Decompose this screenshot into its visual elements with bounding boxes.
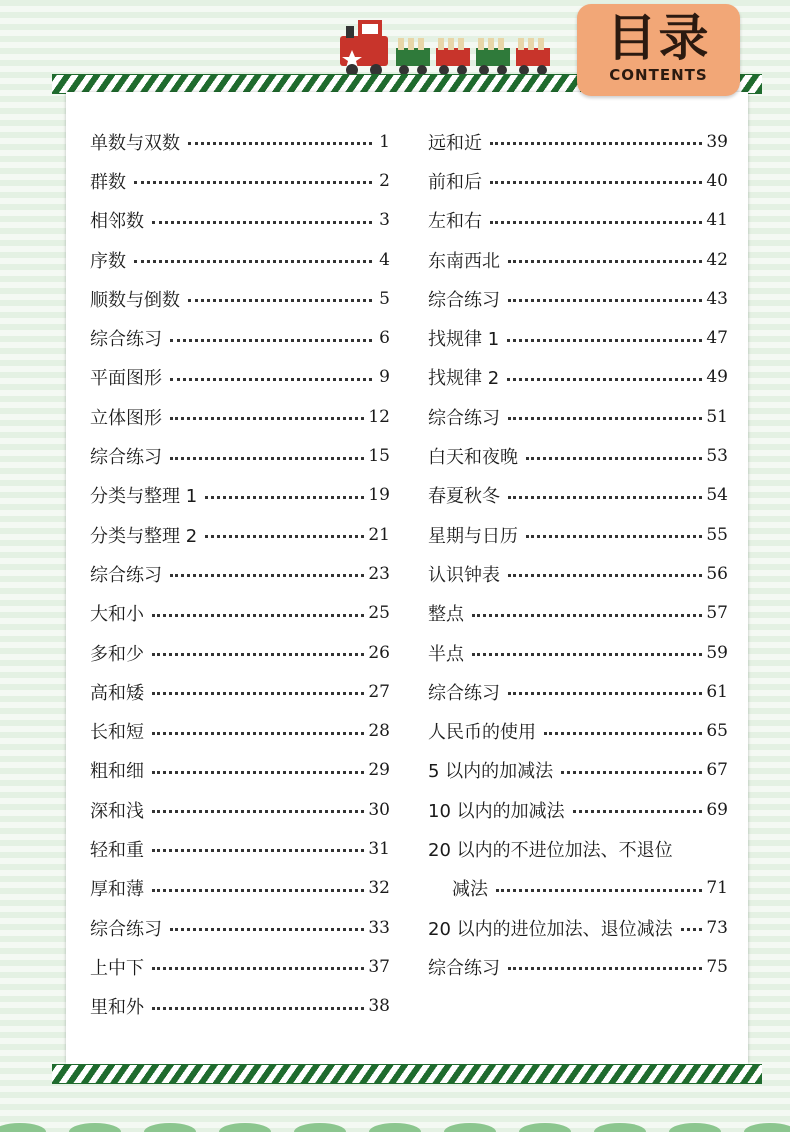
toc-entry[interactable] xyxy=(428,711,728,750)
toc-entry[interactable] xyxy=(90,476,390,515)
toc-leader-dots xyxy=(508,496,702,499)
toc-entry[interactable] xyxy=(90,672,390,711)
toc-entry-title: 高和矮 xyxy=(90,682,144,704)
toc-leader-dots xyxy=(472,653,702,656)
toc-entry-title: 顺数与倒数 xyxy=(90,289,180,311)
toc-entry[interactable] xyxy=(428,751,728,790)
toc-entry[interactable] xyxy=(90,279,390,318)
toc-entry-title: 5 以内的加减法 xyxy=(428,761,554,783)
toc-entry-title: 左和右 xyxy=(428,211,482,233)
toc-leader-dots xyxy=(496,889,702,892)
toc-entry-page: 38 xyxy=(368,996,390,1017)
toc-entry-page: 15 xyxy=(368,446,390,467)
toc-entry-title: 长和短 xyxy=(90,722,144,744)
toc-entry-title: 春夏秋冬 xyxy=(428,486,500,508)
toc-entry-page: 40 xyxy=(706,170,728,191)
toc-entry-page: 67 xyxy=(706,760,728,781)
toc-entry-page: 31 xyxy=(368,838,390,859)
toc-leader-dots xyxy=(507,339,702,342)
toc-entry-title: 粗和细 xyxy=(90,761,144,783)
bottom-wave-decoration xyxy=(0,1118,790,1132)
toc-entry[interactable] xyxy=(90,397,390,436)
toc-entry[interactable] xyxy=(90,436,390,475)
toc-leader-dots xyxy=(152,810,364,813)
toc-leader-dots xyxy=(205,535,364,538)
page-subtitle: CONTENTS xyxy=(609,66,708,84)
toc-entry-page: 12 xyxy=(368,406,390,427)
toc-entry-page: 65 xyxy=(706,721,728,742)
toc-entry-title: 综合练习 xyxy=(90,918,162,940)
toc-entry[interactable] xyxy=(90,751,390,790)
toc-leader-dots xyxy=(152,849,364,852)
toc-entry-page: 29 xyxy=(368,760,390,781)
toc-leader-dots xyxy=(526,535,702,538)
toc-entry-title: 轻和重 xyxy=(90,839,144,861)
toc-entry-title: 厚和薄 xyxy=(90,879,144,901)
toc-entry-title: 20 以内的进位加法、退位减法 xyxy=(428,918,673,940)
toc-entry-page: 47 xyxy=(706,328,728,349)
toc-entry-page: 49 xyxy=(706,367,728,388)
toc-leader-dots xyxy=(681,928,703,931)
toc-entry-title: 综合练习 xyxy=(90,447,162,469)
toc-entry-title: 整点 xyxy=(428,604,464,626)
toc-leader-dots xyxy=(134,260,372,263)
toc-entry[interactable] xyxy=(90,318,390,357)
toc-entry[interactable] xyxy=(428,436,728,475)
toc-entry-page: 59 xyxy=(706,642,728,663)
toc-entry[interactable] xyxy=(428,161,728,200)
toc-entry-page: 54 xyxy=(706,485,728,506)
toc-entry-title: 综合练习 xyxy=(428,407,500,429)
toc-entry-page: 55 xyxy=(706,524,728,545)
toc-leader-dots xyxy=(170,928,364,931)
toc-entry-page: 5 xyxy=(379,288,390,309)
toc-entry[interactable] xyxy=(428,672,728,711)
toc-entry[interactable] xyxy=(428,397,728,436)
toc-entry-page: 1 xyxy=(379,131,390,152)
toc-column-left xyxy=(90,122,390,1026)
toc-entry[interactable] xyxy=(90,358,390,397)
toc-entry[interactable] xyxy=(428,829,728,868)
toc-leader-dots xyxy=(561,771,702,774)
toc-entry-title: 群数 xyxy=(90,171,126,193)
toc-entry-title: 综合练习 xyxy=(428,957,500,979)
toc-entry-title: 找规律 1 xyxy=(428,329,500,351)
toc-entry-page: 6 xyxy=(379,328,390,349)
toc-entry-title: 序数 xyxy=(90,250,126,272)
toc-leader-dots xyxy=(472,614,702,617)
toc-leader-dots xyxy=(152,1007,364,1010)
toc-leader-dots xyxy=(490,221,702,224)
toc-leader-dots xyxy=(152,967,364,970)
toc-leader-dots xyxy=(490,181,702,184)
toc-entry[interactable] xyxy=(90,829,390,868)
toc-entry-title: 星期与日历 xyxy=(428,525,518,547)
toc-leader-dots xyxy=(134,181,372,184)
toc-leader-dots xyxy=(544,732,702,735)
toc-entry[interactable] xyxy=(428,594,728,633)
toc-entry-page: 53 xyxy=(706,446,728,467)
toc-entry-page: 32 xyxy=(368,878,390,899)
toc-leader-dots xyxy=(152,732,364,735)
toc-entry-title: 平面图形 xyxy=(90,368,162,390)
toc-entry[interactable] xyxy=(90,633,390,672)
toc-entry-title: 认识钟表 xyxy=(428,564,500,586)
toc-entry[interactable] xyxy=(428,869,728,908)
toc-entry-title: 大和小 xyxy=(90,604,144,626)
toc-entry[interactable] xyxy=(90,711,390,750)
toc-entry-title: 综合练习 xyxy=(428,682,500,704)
toc-leader-dots xyxy=(508,967,702,970)
toc-leader-dots xyxy=(152,692,364,695)
toc-entry[interactable] xyxy=(90,554,390,593)
toc-entry-page: 61 xyxy=(706,681,728,702)
toc-entry-title: 远和近 xyxy=(428,132,482,154)
toc-entry-title: 白天和夜晚 xyxy=(428,447,518,469)
toc-entry[interactable] xyxy=(90,790,390,829)
toc-leader-dots xyxy=(170,574,364,577)
toc-leader-dots xyxy=(152,771,364,774)
toc-entry[interactable] xyxy=(90,594,390,633)
toc-entry[interactable] xyxy=(428,201,728,240)
toc-entry[interactable] xyxy=(90,908,390,947)
toc-entry-page: 27 xyxy=(368,681,390,702)
toc-entry[interactable] xyxy=(428,947,728,986)
toc-entry-title: 分类与整理 2 xyxy=(90,525,198,547)
toc-leader-dots xyxy=(508,692,702,695)
train-icon xyxy=(338,14,570,78)
toc-entry-title: 半点 xyxy=(428,643,464,665)
toc-entry-page: 28 xyxy=(368,721,390,742)
toc-entry-page: 39 xyxy=(706,131,728,152)
toc-entry[interactable] xyxy=(90,122,390,161)
toc-entry-title: 相邻数 xyxy=(90,211,144,233)
toc-entry-page: 69 xyxy=(706,799,728,820)
toc-entry-page: 30 xyxy=(368,799,390,820)
contents-badge xyxy=(577,4,740,96)
toc-leader-dots xyxy=(507,378,702,381)
toc-entry[interactable] xyxy=(428,358,728,397)
toc-entry-page: 19 xyxy=(368,485,390,506)
toc-entry-title: 减法 xyxy=(452,879,488,901)
bottom-stripe-border xyxy=(52,1064,762,1084)
toc-entry-page: 26 xyxy=(368,642,390,663)
toc-entry-title: 上中下 xyxy=(90,957,144,979)
toc-entry-title: 立体图形 xyxy=(90,407,162,429)
toc-entry-page: 33 xyxy=(368,917,390,938)
toc-leader-dots xyxy=(508,299,702,302)
page-title: 目录 xyxy=(606,9,711,67)
toc-leader-dots xyxy=(573,810,703,813)
toc-leader-dots xyxy=(170,417,364,420)
toc-entry-page: 42 xyxy=(706,249,728,270)
toc-entry-page: 51 xyxy=(706,406,728,427)
toc-leader-dots xyxy=(152,653,364,656)
toc-leader-dots xyxy=(508,574,702,577)
toc-entry-page: 21 xyxy=(368,524,390,545)
toc-entry-title: 找规律 2 xyxy=(428,368,500,390)
toc-entry-title: 综合练习 xyxy=(90,329,162,351)
toc-entry-title: 单数与双数 xyxy=(90,132,180,154)
toc-entry[interactable] xyxy=(428,554,728,593)
toc-entry[interactable] xyxy=(90,869,390,908)
toc-entry-title: 多和少 xyxy=(90,643,144,665)
toc-entry-title: 东南西北 xyxy=(428,250,500,272)
toc-entry-page: 4 xyxy=(379,249,390,270)
toc-entry[interactable] xyxy=(90,161,390,200)
toc-entry-title: 人民币的使用 xyxy=(428,722,536,744)
toc-entry[interactable] xyxy=(428,633,728,672)
toc-leader-dots xyxy=(188,142,372,145)
toc-entry-title: 综合练习 xyxy=(90,564,162,586)
toc-entry-title: 里和外 xyxy=(90,997,144,1019)
toc-leader-dots xyxy=(152,221,372,224)
toc-leader-dots xyxy=(490,142,702,145)
toc-entry[interactable] xyxy=(90,947,390,986)
toc-column-right xyxy=(428,122,728,987)
toc-entry-page: 57 xyxy=(706,603,728,624)
toc-entry[interactable] xyxy=(90,515,390,554)
toc-leader-dots xyxy=(526,457,702,460)
toc-entry-title: 综合练习 xyxy=(428,289,500,311)
toc-entry-page: 41 xyxy=(706,210,728,231)
toc-entry-page: 9 xyxy=(379,367,390,388)
toc-entry-title: 深和浅 xyxy=(90,800,144,822)
toc-leader-dots xyxy=(508,260,702,263)
toc-leader-dots xyxy=(170,378,372,381)
toc-leader-dots xyxy=(508,417,702,420)
toc-entry-page: 43 xyxy=(706,288,728,309)
toc-entry-page: 2 xyxy=(379,170,390,191)
toc-entry-title: 10 以内的加减法 xyxy=(428,800,565,822)
toc-leader-dots xyxy=(170,457,364,460)
toc-entry[interactable] xyxy=(90,201,390,240)
toc-entry[interactable] xyxy=(428,476,728,515)
toc-entry-page: 37 xyxy=(368,956,390,977)
toc-leader-dots xyxy=(170,339,372,342)
toc-entry[interactable] xyxy=(428,122,728,161)
toc-entry[interactable] xyxy=(428,515,728,554)
toc-leader-dots xyxy=(152,614,364,617)
toc-entry-page: 73 xyxy=(706,917,728,938)
toc-entry-page: 23 xyxy=(368,563,390,584)
toc-entry[interactable] xyxy=(428,790,728,829)
toc-entry-title: 分类与整理 1 xyxy=(90,486,198,508)
toc-entry-page: 3 xyxy=(379,210,390,231)
toc-entry[interactable] xyxy=(428,908,728,947)
toc-leader-dots xyxy=(188,299,372,302)
toc-entry-title: 前和后 xyxy=(428,171,482,193)
toc-entry-title: 20 以内的不进位加法、不退位 xyxy=(428,839,673,861)
toc-entry[interactable] xyxy=(90,987,390,1026)
toc-entry-page: 25 xyxy=(368,603,390,624)
toc-entry[interactable] xyxy=(428,279,728,318)
toc-entry-page: 75 xyxy=(706,956,728,977)
toc-entry[interactable] xyxy=(90,240,390,279)
toc-entry[interactable] xyxy=(428,240,728,279)
toc-leader-dots xyxy=(205,496,364,499)
toc-entry-page: 56 xyxy=(706,563,728,584)
toc-leader-dots xyxy=(152,889,364,892)
toc-entry[interactable] xyxy=(428,318,728,357)
toc-entry-page: 71 xyxy=(706,878,728,899)
